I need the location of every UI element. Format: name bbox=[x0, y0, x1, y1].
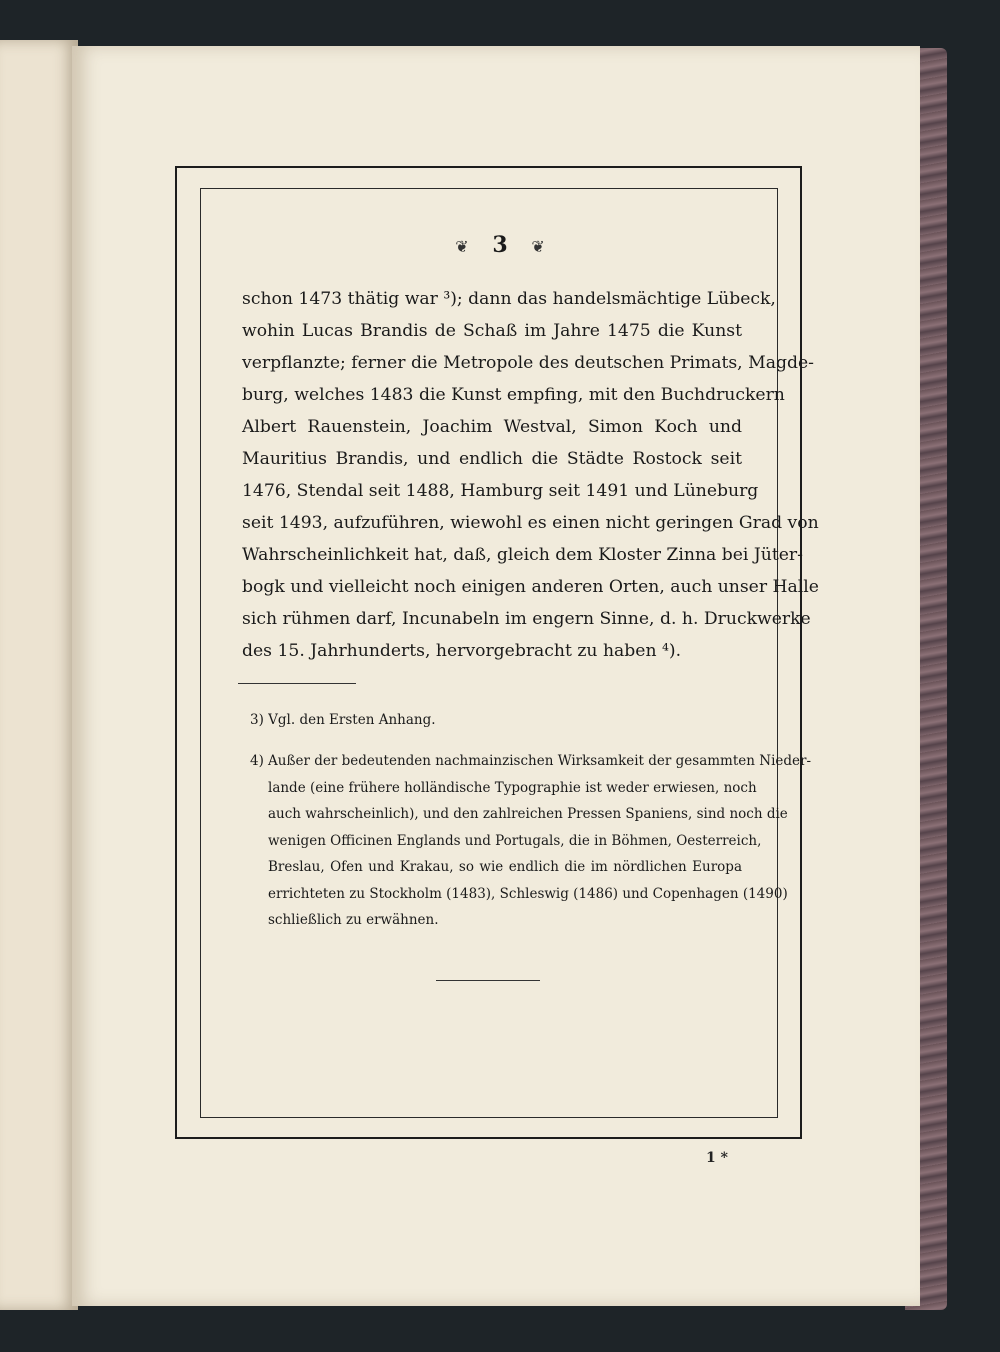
footnote-line: Breslau, Ofen und Krakau, so wie endlich die im nördlichen Europa bbox=[268, 859, 742, 875]
body-text bbox=[242, 283, 819, 667]
page-number: 3 bbox=[492, 232, 508, 258]
body-line: Wahrscheinlichkeit hat, daß, gleich dem Kloster Zinna bei Jüter- bbox=[242, 545, 803, 565]
body-line: des 15. Jahrhunderts, hervorgebracht zu haben ⁴). bbox=[242, 641, 682, 661]
footnote-line: auch wahrscheinlich), und den zahlreichen Pressen Spaniens, sind noch die bbox=[268, 806, 788, 822]
body-line: seit 1493, aufzuführen, wiewohl es einen nicht geringen Grad von bbox=[242, 513, 819, 533]
body-line: Mauritius Brandis, und endlich die Städte Rostock seit bbox=[242, 449, 742, 469]
footnote-line: lande (eine frühere holländische Typographie ist weder erwiesen, noch bbox=[268, 779, 757, 796]
footnote-3: 3) Vgl. den Ersten Anhang. bbox=[250, 712, 436, 728]
body-line: bogk und vielleicht noch einigen anderen Orten, auch unser Halle bbox=[242, 577, 819, 597]
body-line: wohin Lucas Brandis de Schaß im Jahre 1475 die Kunst bbox=[242, 321, 742, 341]
footnote-4-text bbox=[268, 748, 812, 934]
body-line: Albert Rauenstein, Joachim Westval, Simon Koch und bbox=[242, 417, 742, 437]
footnote-4-label: 4) bbox=[250, 753, 264, 769]
footnote-line: wenigen Officinen Englands und Portugals, die in Böhmen, Oesterreich, bbox=[268, 832, 762, 849]
sheet-signature: 1 * bbox=[706, 1150, 728, 1166]
footnote-line: schließlich zu erwähnen. bbox=[268, 912, 439, 928]
body-line: schon 1473 thätig war ³); dann das handelsmächtige Lübeck, bbox=[242, 289, 776, 309]
body-line: verpflanzte; ferner die Metropole des deutschen Primats, Magde- bbox=[242, 353, 814, 373]
page-header bbox=[0, 232, 1000, 258]
body-line: 1476, Stendal seit 1488, Hamburg seit 1491 und Lüneburg bbox=[242, 481, 759, 501]
footnote-4 bbox=[250, 748, 812, 934]
footnote-line: Außer der bedeutenden nachmainzischen Wirksamkeit der gesammten Nieder- bbox=[268, 753, 812, 769]
footnote-line: errichteten zu Stockholm (1483), Schleswig (1486) und Copenhagen (1490) bbox=[268, 885, 788, 902]
left-page-edge bbox=[0, 40, 78, 1310]
body-line: sich rühmen darf, Incunabeln im engern Sinne, d. h. Druckwerke bbox=[242, 609, 811, 629]
ornament-right-icon: ❦ bbox=[531, 237, 545, 256]
ornament-left-icon: ❦ bbox=[455, 237, 469, 256]
footnote-separator bbox=[238, 683, 356, 684]
body-line: burg, welches 1483 die Kunst empfing, mit den Buchdruckern bbox=[242, 385, 785, 405]
end-rule bbox=[436, 980, 540, 981]
